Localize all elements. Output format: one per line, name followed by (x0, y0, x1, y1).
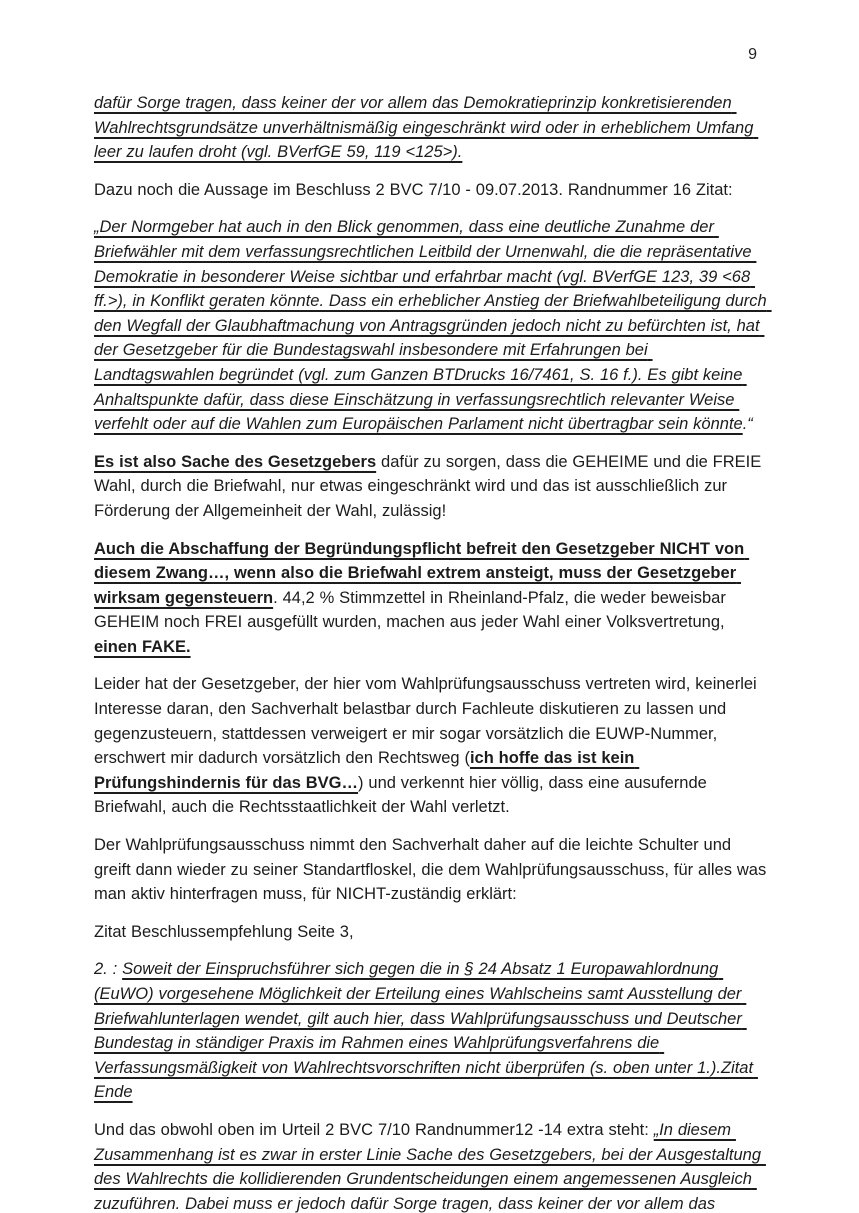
paragraph-quote-randnummer-16: „Der Normgeber hat auch in den Blick genommen, dass eine deutliche Zunahme der Briefwähler mit dem verfassungsrechtlichen Leitbild der Urnenwahl, die die repräsentative Demokratie in besonderer Weise sichtbar und erfahrbar macht (vgl. BVerfGE 123, 39 <68 ff.>), in Konflikt geraten könnte. Dass ein erheblicher Anstieg der Briefwahlbeteiligung durch den Wegfall der Glaubhaftmachung von Antragsgründen jedoch nicht zu befürchten ist, hat der Gesetzgeber für die Bundestagswahl insbesondere mit Erfahrungen bei Landtagswahlen begründet (vgl. zum Ganzen BTDrucks 16/7461, S. 16 f.). Es gibt keine Anhaltspunkte dafür, dass diese Einschätzung in verfassungsrechtlich relevanter Weise verfehlt oder auf die Wahlen zum Europäischen Parlament nicht übertragbar sein könnte.“ (94, 218, 772, 434)
paragraph-abschaffung-begruendungspflicht: Auch die Abschaffung der Begründungspflicht befreit den Gesetzgeber NICHT von diesem Zwang…, wenn also die Briefwahl extrem ansteigt, muss der Gesetzgeber wirksam gegensteuern. 44,2 % Stimmzettel in Rheinland-Pfalz, die weder beweisbar GEHEIM noch FREI ausgefüllt wurden, machen aus jeder Wahl einer Volksvertretung, einen FAKE. (94, 539, 750, 656)
page-number: 9 (748, 46, 757, 63)
paragraph-zitat-punkt-2: 2. : Soweit der Einspruchsführer sich gegen die in § 24 Absatz 1 Europawahlordnung (EuWO) vorgesehene Möglichkeit der Erteilung eines Wahlscheins samt Ausstellung der Briefwahlunterlagen wendet, gilt auch hier, dass Wahlprüfungsausschuss und Deutscher Bundestag in ständiger Praxis im Rahmen eines Wahlprüfungsverfahrens die Verfassungsmäßigkeit von Wahlrechtsvorschriften nicht überprüfen (s. oben unter 1.).Zitat Ende (94, 960, 758, 1102)
paragraph-zitat-beschlussempfehlung: Zitat Beschlussempfehlung Seite 3, (94, 922, 354, 941)
paragraph-sache-des-gesetzgebers: Es ist also Sache des Gesetzgebers dafür zu sorgen, dass die GEHEIME und die FREIE Wahl, durch die Briefwahl, nur etwas eingeschränkt wird und das ist ausschließlich zur Förderung der Allgemeinheit der Wahl, zulässig! (94, 452, 767, 520)
paragraph-leichte-schulter: Der Wahlprüfungsausschuss nimmt den Sachverhalt daher auf die leichte Schulter und greift dann wieder zu seiner Standartfloskel, die dem Wahlprüfungsausschuss, für alles was man aktiv hinterfragen muss, für NICHT-zuständig erklärt: (94, 836, 772, 904)
paragraph-leider-gesetzgeber: Leider hat der Gesetzgeber, der hier vom Wahlprüfungsausschuss vertreten wird, keinerlei Interesse daran, den Sachverhalt belastbar durch Fachleute diskutieren zu lassen und gegenzusteuern, stattdessen verweigert er mir sogar vorsätzlich die EUWP-Nummer, erschwert mir dadurch vorsätzlich den Rechtsweg (ich hoffe das ist kein Prüfungshindernis für das BVG…) und verkennt hier völlig, dass eine ausufernde Briefwahl, auch die Rechtsstaatlichkeit der Wahl verletzt. (94, 675, 762, 817)
paragraph-und-das-obwohl: Und das obwohl oben im Urteil 2 BVC 7/10 Randnummer12 -14 extra steht: „In diesem Zusammenhang ist es zwar in erster Linie Sache des Gesetzgebers, bei der Ausgestaltung des Wahlrechts die kollidierenden Grundentscheidungen einem angemessenen Ausgleich zuzuführen. Dabei muss er jedoch dafür Sorge tragen, dass keiner der vor allem das (94, 1120, 766, 1213)
paragraph-intro-beschluss: Dazu noch die Aussage im Beschluss 2 BVC 7/10 - 09.07.2013. Randnummer 16 Zitat: (94, 180, 733, 199)
paragraph-quote-bverfge-59-continuation: dafür Sorge tragen, dass keiner der vor allem das Demokratieprinzip konkretisierenden Wahlrechtsgrundsätze unverhältnismäßig eingeschränkt wird oder in erheblichem Umfang leer zu laufen droht (vgl. BVerfGE 59, 119 <125>). (94, 94, 759, 162)
page-content (94, 91, 770, 1213)
